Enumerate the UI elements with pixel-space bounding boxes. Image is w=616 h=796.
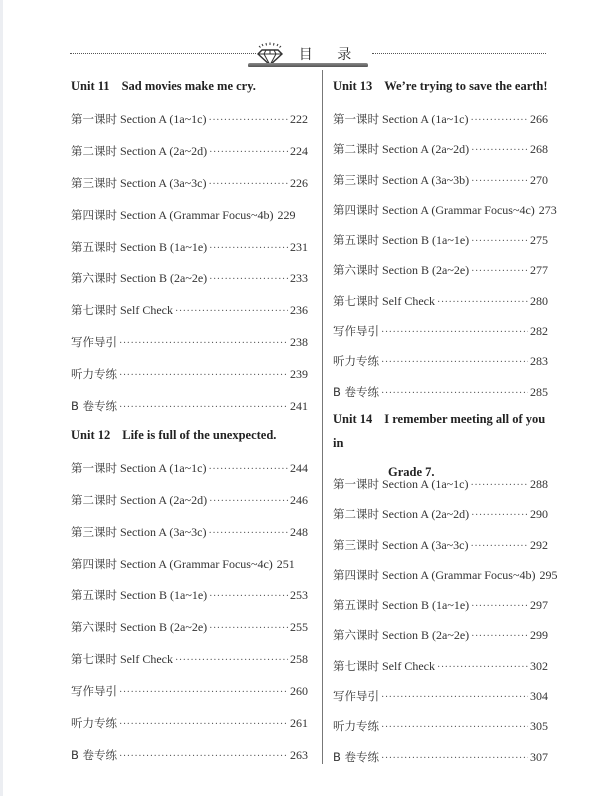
- toc-entry[interactable]: [333, 346, 548, 376]
- entry-page-number: 231: [290, 239, 308, 254]
- entry-section: Section B (2a~2e): [120, 620, 208, 635]
- entry-label: [71, 232, 207, 264]
- entry-label: [333, 225, 469, 255]
- entry-lesson: 第四课时: [333, 202, 379, 217]
- unit-title: I remember meeting all of you in: [333, 411, 546, 450]
- entry-label: [333, 286, 435, 316]
- dot-leader: [208, 454, 288, 486]
- entry-page-number: 305: [530, 719, 548, 734]
- unit-section: [71, 74, 308, 423]
- toc-entry[interactable]: [333, 681, 548, 711]
- dot-leader: [471, 622, 528, 652]
- entry-lesson: 第四课时: [71, 556, 117, 571]
- unit-section: [333, 407, 558, 772]
- entry-label: [71, 517, 206, 549]
- entry-lesson: 第五课时: [71, 239, 117, 254]
- dot-leader: [381, 318, 528, 348]
- toc-entry[interactable]: [71, 453, 308, 485]
- entry-label: [71, 391, 117, 423]
- entry-page-number: 292: [530, 537, 548, 552]
- entry-label: [71, 327, 117, 359]
- dot-leader: [471, 227, 528, 257]
- toc-entry[interactable]: [71, 327, 308, 359]
- dot-leader: [119, 741, 288, 773]
- dot-leader: [471, 257, 528, 287]
- entry-section: Section A (2a~2d): [120, 143, 208, 158]
- entry-page-number: 307: [530, 749, 548, 764]
- dot-leader: [119, 677, 288, 709]
- entry-label: [71, 104, 206, 136]
- dot-leader: [119, 392, 288, 424]
- dot-leader: [208, 518, 288, 550]
- entry-label: [333, 711, 379, 741]
- entry-section: Section A (3a~3b): [382, 172, 470, 187]
- entry-section: Section B (1a~1e): [382, 598, 470, 613]
- entry-page-number: 283: [530, 354, 548, 369]
- entry-section: Section A (1a~1c): [382, 112, 469, 126]
- toc-entry[interactable]: [333, 286, 548, 316]
- toc-entry[interactable]: [333, 316, 548, 346]
- toc-entry[interactable]: [71, 263, 308, 295]
- dot-leader: [119, 709, 288, 741]
- entry-page-number: 277: [530, 263, 548, 278]
- entry-label: [333, 346, 379, 376]
- entry-section: Section B (2a~2e): [120, 271, 208, 286]
- entry-label: [333, 620, 469, 650]
- entry-page-number: 236: [290, 303, 308, 318]
- entry-lesson: 写作导引: [71, 684, 117, 699]
- entry-label: [71, 168, 206, 200]
- dot-leader: [208, 105, 288, 137]
- entry-lesson: B 卷专练: [71, 747, 118, 762]
- header-rule-left: [70, 53, 256, 54]
- toc-entry[interactable]: [71, 168, 308, 200]
- entry-lesson: 第四课时: [71, 207, 117, 222]
- entry-label: [71, 200, 273, 232]
- entry-lesson: 写作导引: [333, 689, 379, 704]
- entry-page-number: 270: [530, 172, 548, 187]
- toc-entry[interactable]: [333, 225, 548, 255]
- toc-entry[interactable]: [71, 612, 308, 644]
- entry-section: Section A (2a~2d): [382, 142, 470, 157]
- entry-page-number: 282: [530, 324, 548, 339]
- toc-entry[interactable]: [71, 136, 308, 168]
- dot-leader: [471, 501, 528, 531]
- toc-entry[interactable]: [333, 711, 548, 741]
- entry-lesson: B 卷专练: [333, 384, 380, 399]
- entry-section: Section A (Grammar Focus~4c): [120, 556, 273, 571]
- dot-leader: [381, 379, 528, 409]
- entry-page-number: 295: [539, 567, 558, 582]
- entry-section: Section A (1a~1c): [120, 460, 207, 475]
- entry-page-number: 253: [290, 588, 308, 603]
- entry-lesson: 写作导引: [333, 324, 379, 339]
- entry-lesson: 第五课时: [333, 233, 379, 248]
- entry-page-number: 248: [290, 524, 308, 539]
- page-edge: [0, 0, 3, 796]
- entry-section: Section A (3a~3c): [120, 175, 207, 190]
- entry-page-number: 302: [530, 658, 548, 673]
- entry-label: [71, 740, 117, 772]
- dot-leader: [208, 169, 288, 201]
- entry-label: [71, 676, 117, 708]
- entry-page-number: 263: [290, 747, 308, 762]
- entry-page-number: 244: [290, 460, 308, 475]
- toc-entry[interactable]: [333, 134, 548, 164]
- entry-label: [333, 104, 468, 134]
- entry-lesson: 第三课时: [333, 172, 379, 187]
- entry-lesson: 第二课时: [333, 142, 379, 157]
- entry-label: [333, 681, 379, 711]
- entry-page-number: 273: [538, 202, 557, 217]
- entry-label: [333, 377, 379, 407]
- entry-lesson: B 卷专练: [71, 399, 118, 414]
- entry-lesson: 第一课时: [333, 112, 379, 126]
- toc-entry[interactable]: [71, 295, 308, 327]
- entry-label: [333, 469, 468, 499]
- dot-leader: [209, 137, 288, 169]
- toc-entry[interactable]: [333, 742, 548, 772]
- toc-right-column: [333, 74, 558, 772]
- entry-label: [333, 316, 379, 346]
- entry-section: Self Check: [382, 293, 435, 308]
- toc-entry[interactable]: [333, 560, 558, 590]
- entry-page-number: 260: [290, 684, 308, 699]
- entry-lesson: 听力专练: [71, 367, 117, 382]
- toc-entry[interactable]: [333, 469, 548, 499]
- unit-entries: [333, 104, 557, 407]
- entry-page-number: 268: [530, 142, 548, 157]
- unit-heading[interactable]: [333, 407, 548, 479]
- unit-title: We’re trying to save the earth!: [384, 79, 548, 93]
- entry-section: Section A (1a~1c): [382, 476, 469, 491]
- entry-lesson: 第二课时: [71, 492, 117, 507]
- unit-section: [333, 74, 557, 407]
- toc-entry[interactable]: [71, 549, 308, 581]
- unit-entries: [333, 469, 558, 772]
- dot-leader: [381, 744, 528, 774]
- toc-left-column: [71, 74, 308, 772]
- entry-section: Section A (3a~3c): [382, 537, 469, 552]
- entry-lesson: 第二课时: [333, 507, 379, 522]
- toc-header: [0, 0, 616, 80]
- entry-label: [71, 295, 173, 327]
- entry-section: Self Check: [382, 658, 435, 673]
- toc-entry[interactable]: [71, 644, 308, 676]
- entry-lesson: 第五课时: [71, 588, 117, 603]
- entry-label: [333, 134, 469, 164]
- dot-leader: [175, 645, 288, 677]
- toc-entry[interactable]: [71, 740, 308, 772]
- entry-label: [71, 612, 207, 644]
- entry-label: [71, 644, 173, 676]
- entry-lesson: 第六课时: [333, 263, 379, 278]
- dot-leader: [209, 486, 288, 518]
- entry-label: [333, 195, 535, 225]
- unit-heading[interactable]: [333, 74, 548, 104]
- unit-section: [71, 423, 308, 772]
- toc-entry[interactable]: [333, 499, 548, 529]
- entry-lesson: 第一课时: [333, 476, 379, 491]
- entry-lesson: 第六课时: [71, 271, 117, 286]
- entry-label: [333, 165, 469, 195]
- dot-leader: [209, 233, 288, 265]
- unit-entries: [71, 453, 308, 772]
- entry-section: Section A (Grammar Focus~4c): [382, 202, 535, 217]
- unit-number: Unit 13: [333, 79, 373, 93]
- entry-lesson: 听力专练: [333, 354, 379, 369]
- dot-leader: [471, 167, 528, 197]
- entry-lesson: 第二课时: [71, 143, 117, 158]
- entry-page-number: 224: [290, 143, 308, 158]
- entry-lesson: 第三课时: [71, 175, 117, 190]
- entry-page-number: 285: [530, 384, 548, 399]
- entry-lesson: 第七课时: [71, 303, 117, 318]
- entry-label: [333, 590, 469, 620]
- entry-section: Section B (2a~2e): [382, 628, 470, 643]
- entry-page-number: 241: [290, 399, 308, 414]
- entry-label: [333, 651, 435, 681]
- entry-lesson: 听力专练: [71, 716, 117, 731]
- entry-page-number: 239: [290, 367, 308, 382]
- entry-label: [333, 560, 535, 590]
- entry-lesson: 第七课时: [333, 658, 379, 673]
- entry-page-number: 297: [530, 598, 548, 613]
- page-title: 目 录: [298, 47, 362, 63]
- unit-number: Unit 11: [71, 79, 110, 93]
- entry-page-number: 251: [276, 556, 295, 571]
- entry-page-number: 229: [277, 207, 296, 222]
- entry-page-number: 233: [290, 271, 308, 286]
- title-underline: [248, 63, 368, 67]
- dot-leader: [471, 592, 528, 622]
- entry-lesson: 写作导引: [71, 335, 117, 350]
- entry-label: [71, 136, 207, 168]
- dot-leader: [209, 264, 288, 296]
- entry-section: Section A (2a~2d): [382, 507, 470, 522]
- dot-leader: [437, 653, 528, 683]
- unit-heading[interactable]: [71, 74, 308, 104]
- entry-section: Section A (1a~1c): [120, 112, 207, 126]
- entry-page-number: 290: [530, 507, 548, 522]
- entry-section: Section B (2a~2e): [382, 263, 470, 278]
- toc-entry[interactable]: [71, 200, 308, 232]
- entry-lesson: 第一课时: [71, 460, 117, 475]
- entry-lesson: 第七课时: [333, 293, 379, 308]
- toc-entry[interactable]: [71, 517, 308, 549]
- entry-section: Section B (1a~1e): [120, 239, 208, 254]
- dot-leader: [119, 360, 288, 392]
- dot-leader: [470, 106, 528, 136]
- entry-section: Section A (2a~2d): [120, 492, 208, 507]
- toc-entry[interactable]: [71, 485, 308, 517]
- entry-page-number: 288: [530, 476, 548, 491]
- dot-leader: [209, 581, 288, 613]
- entry-label: [333, 742, 379, 772]
- column-divider: [322, 70, 323, 764]
- entry-label: [71, 453, 206, 485]
- entry-page-number: 261: [290, 716, 308, 731]
- entry-page-number: 304: [530, 689, 548, 704]
- toc-entry[interactable]: [71, 708, 308, 740]
- dot-leader: [381, 348, 528, 378]
- entry-section: Section A (3a~3c): [120, 524, 207, 539]
- entry-label: [71, 485, 207, 517]
- entry-label: [71, 359, 117, 391]
- dot-leader: [119, 328, 288, 360]
- entry-section: Section A (Grammar Focus~4b): [382, 567, 536, 582]
- dot-leader: [381, 713, 528, 743]
- entry-lesson: 第六课时: [333, 628, 379, 643]
- entry-lesson: 第五课时: [333, 598, 379, 613]
- dot-leader: [471, 136, 528, 166]
- entry-label: [71, 263, 207, 295]
- toc-entry[interactable]: [333, 377, 548, 407]
- toc-entry[interactable]: [333, 104, 548, 134]
- toc-entry[interactable]: [333, 620, 548, 650]
- unit-number: Unit 12: [71, 427, 111, 442]
- toc-entry[interactable]: [333, 651, 548, 681]
- dot-leader: [175, 296, 288, 328]
- toc-entry[interactable]: [71, 359, 308, 391]
- entry-page-number: 258: [290, 652, 308, 667]
- unit-number: Unit 14: [333, 411, 373, 426]
- dot-leader: [470, 471, 528, 501]
- dot-leader: [437, 288, 528, 318]
- toc-entry[interactable]: [333, 530, 548, 560]
- unit-title: Life is full of the unexpected.: [122, 427, 277, 442]
- entry-lesson: 第三课时: [333, 537, 379, 552]
- entry-section: Self Check: [120, 303, 173, 318]
- entry-lesson: 听力专练: [333, 719, 379, 734]
- entry-lesson: 第七课时: [71, 652, 117, 667]
- toc-entry[interactable]: [71, 391, 308, 423]
- header-rule-right: [372, 53, 546, 54]
- entry-section: Section B (1a~1e): [382, 233, 470, 248]
- toc-entry[interactable]: [333, 165, 548, 195]
- toc-entry[interactable]: [333, 255, 548, 285]
- entry-page-number: 222: [290, 112, 308, 126]
- entry-page-number: 280: [530, 293, 548, 308]
- entry-page-number: 246: [290, 492, 308, 507]
- toc-entry[interactable]: [333, 195, 557, 225]
- entry-lesson: 第三课时: [71, 524, 117, 539]
- unit-heading[interactable]: [71, 423, 308, 453]
- dot-leader: [209, 613, 288, 645]
- unit-title-continued: Grade 7.: [388, 464, 435, 479]
- entry-label: [71, 549, 273, 581]
- entry-label: [71, 708, 117, 740]
- entry-lesson: 第一课时: [71, 112, 117, 126]
- entry-page-number: 275: [530, 233, 548, 248]
- entry-section: Section B (1a~1e): [120, 588, 208, 603]
- entry-page-number: 238: [290, 335, 308, 350]
- entry-label: [333, 530, 468, 560]
- dot-leader: [381, 683, 528, 713]
- toc-entry[interactable]: [71, 676, 308, 708]
- entry-lesson: B 卷专练: [333, 749, 380, 764]
- dot-leader: [470, 532, 528, 562]
- toc-entry[interactable]: [71, 104, 308, 136]
- entry-page-number: 266: [530, 112, 548, 126]
- entry-label: [333, 499, 469, 529]
- entry-section: Self Check: [120, 652, 173, 667]
- toc-entry[interactable]: [71, 580, 308, 612]
- entry-label: [333, 255, 469, 285]
- entry-page-number: 299: [530, 628, 548, 643]
- unit-entries: [71, 104, 308, 423]
- entry-section: Section A (Grammar Focus~4b): [120, 207, 274, 222]
- entry-page-number: 226: [290, 175, 308, 190]
- entry-lesson: 第四课时: [333, 567, 379, 582]
- toc-entry[interactable]: [333, 590, 548, 620]
- toc-entry[interactable]: [71, 232, 308, 264]
- entry-page-number: 255: [290, 620, 308, 635]
- entry-lesson: 第六课时: [71, 620, 117, 635]
- unit-title: Sad movies make me cry.: [121, 79, 256, 93]
- entry-label: [71, 580, 207, 612]
